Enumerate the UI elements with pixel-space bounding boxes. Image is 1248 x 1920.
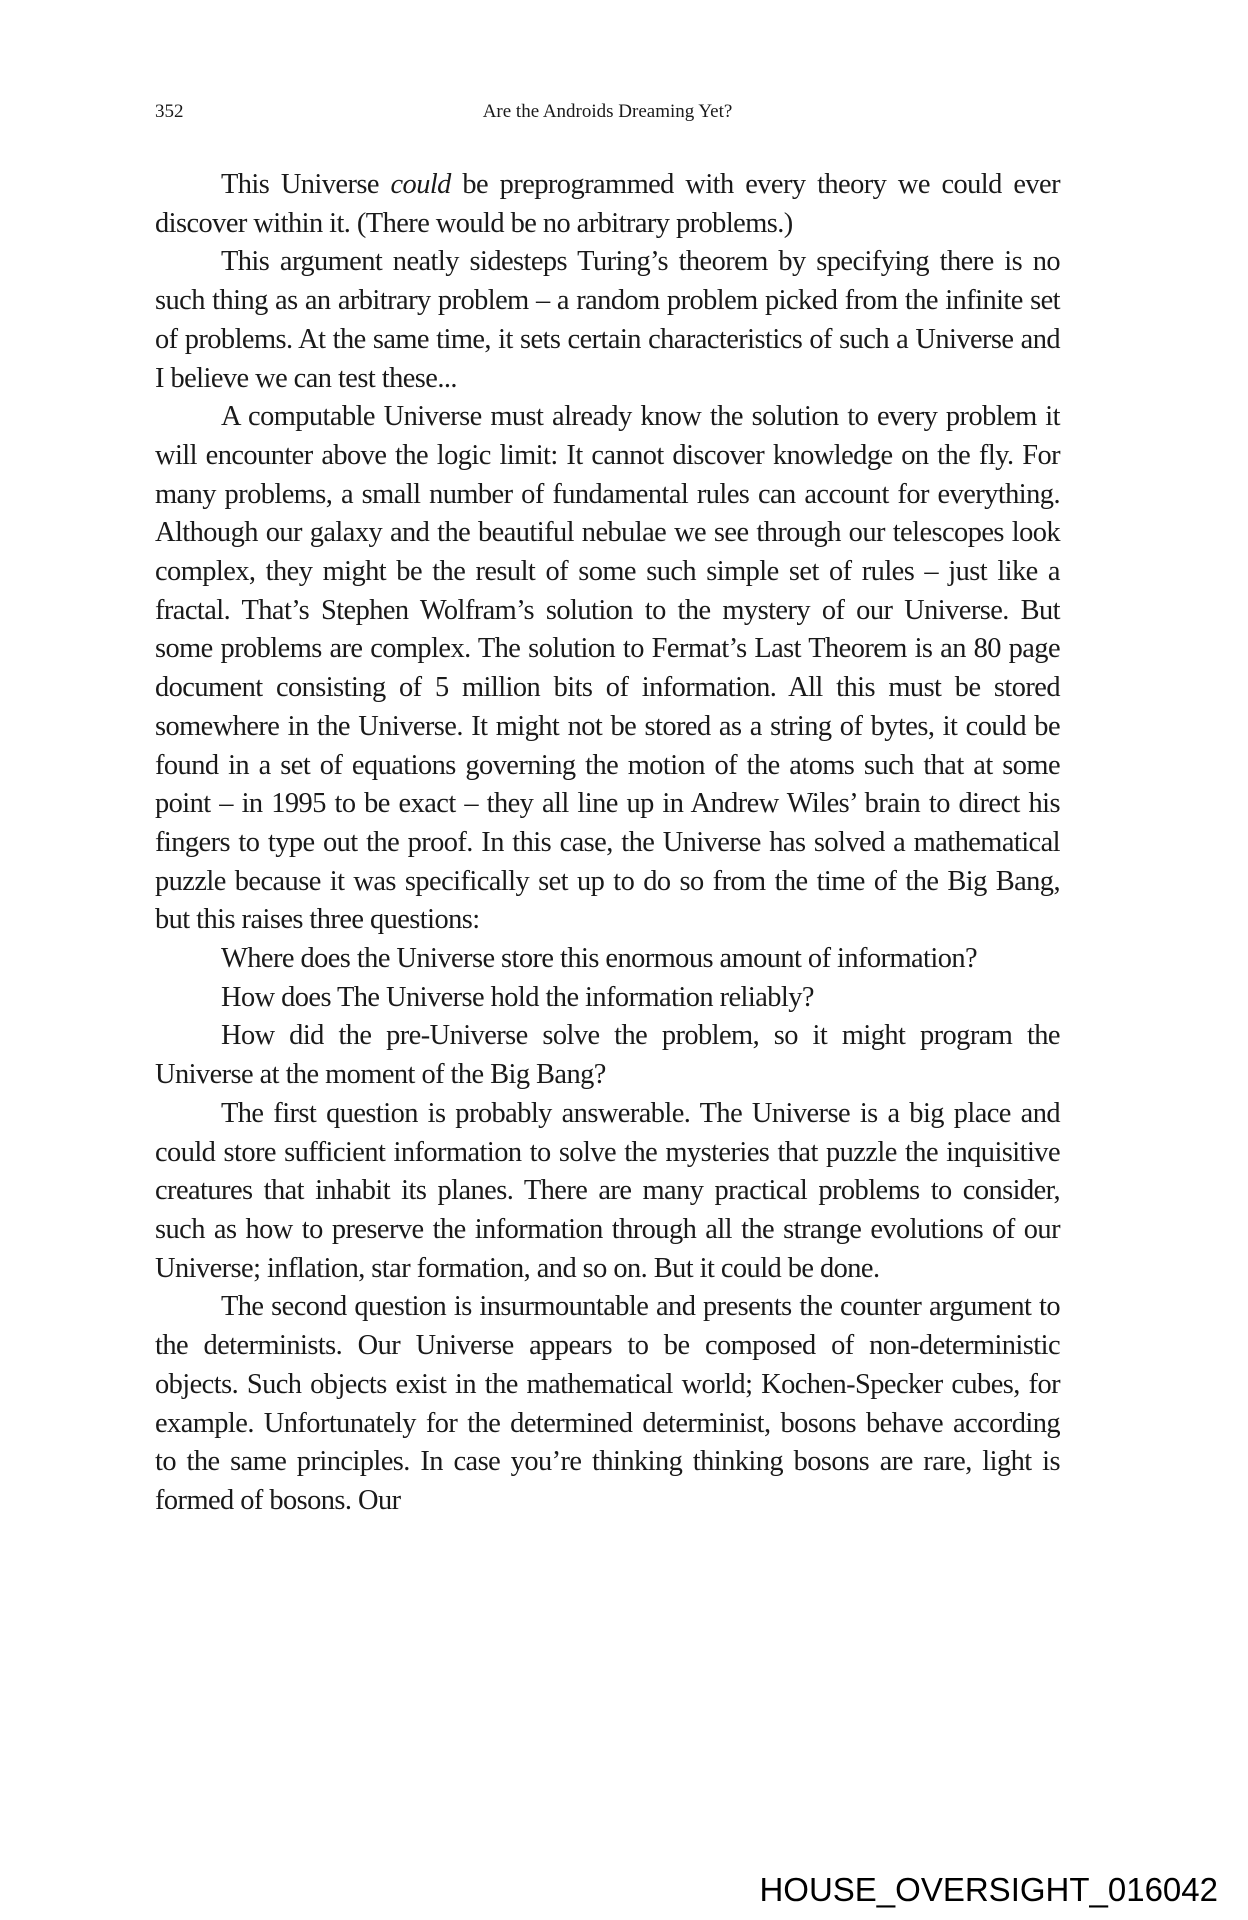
paragraph (155, 166, 1060, 243)
paragraph: This argument neatly sidesteps Turing’s theorem by specifying there is no such thing as an arbitrary problem – a random problem picked from the infinite set of problems. At the same time, it sets certain characteristics of such a Universe and I believe we can test these... (155, 246, 1060, 394)
paragraph-text: This Universe (221, 169, 391, 200)
paragraph-text: be preprogrammed with every theory we could ever discover within it. (There would be no arbitrary problems.) (155, 169, 1060, 239)
running-head (155, 99, 1060, 125)
page-number: 352 (155, 101, 184, 122)
question-paragraph: How did the pre-Universe solve the problem, so it might program the Universe at the moment of the Big Bang? (155, 1020, 1060, 1091)
emphasis-text: could (390, 169, 451, 200)
body-text (155, 166, 1060, 1521)
paragraph: The first question is probably answerable. The Universe is a big place and could store sufficient information to solve the mysteries that puzzle the inquisitive creatures that inhabit its planes. There are many practical problems to consider, such as how to preserve the information through all the strange evolutions of our Universe; inflation, star formation, and so on. But it could be done. (155, 1097, 1060, 1284)
book-title: Are the Androids Dreaming Yet? (482, 101, 733, 122)
question-paragraph: Where does the Universe store this enormous amount of information? (221, 943, 978, 975)
question-paragraph: How does The Universe hold the information reliably? (221, 981, 814, 1013)
paragraph: The second question is insurmountable and presents the counter argument to the determinists. Our Universe appears to be composed of non-deterministic objects. Such objects exist in the mathematical world; Kochen-Specker cubes, for example. Unfortunately for the determined determinist, bosons behave according to the same principles. In case you’re thinking thinking bosons are rare, light is formed of bosons. Our (155, 1291, 1060, 1516)
paragraph: A computable Universe must already know the solution to every problem it will encounter above the logic limit: It cannot discover knowledge on the fly. For many problems, a small number of fundamental rules can account for everything. Although our galaxy and the beautiful nebulae we see through our telescopes look complex, they might be the result of some such simple set of rules – just like a fractal. That’s Stephen Wolfram’s solution to the mystery of our Universe. But some problems are complex. The solution to Fermat’s Last Theorem is an 80 page document consisting of 5 million bits of information. All this must be stored somewhere in the Universe. It might not be stored as a string of bytes, it could be found in a set of equations governing the motion of the atoms such that at some point – in 1995 to be exact – they all line up in Andrew Wiles’ brain to direct his fingers to type out the proof. In this case, the Universe has solved a mathematical puzzle because it was specifically set up to do so from the time of the Big Bang, but this raises three questions: (155, 401, 1060, 936)
bates-number: HOUSE_OVERSIGHT_016042 (759, 1871, 1218, 1908)
